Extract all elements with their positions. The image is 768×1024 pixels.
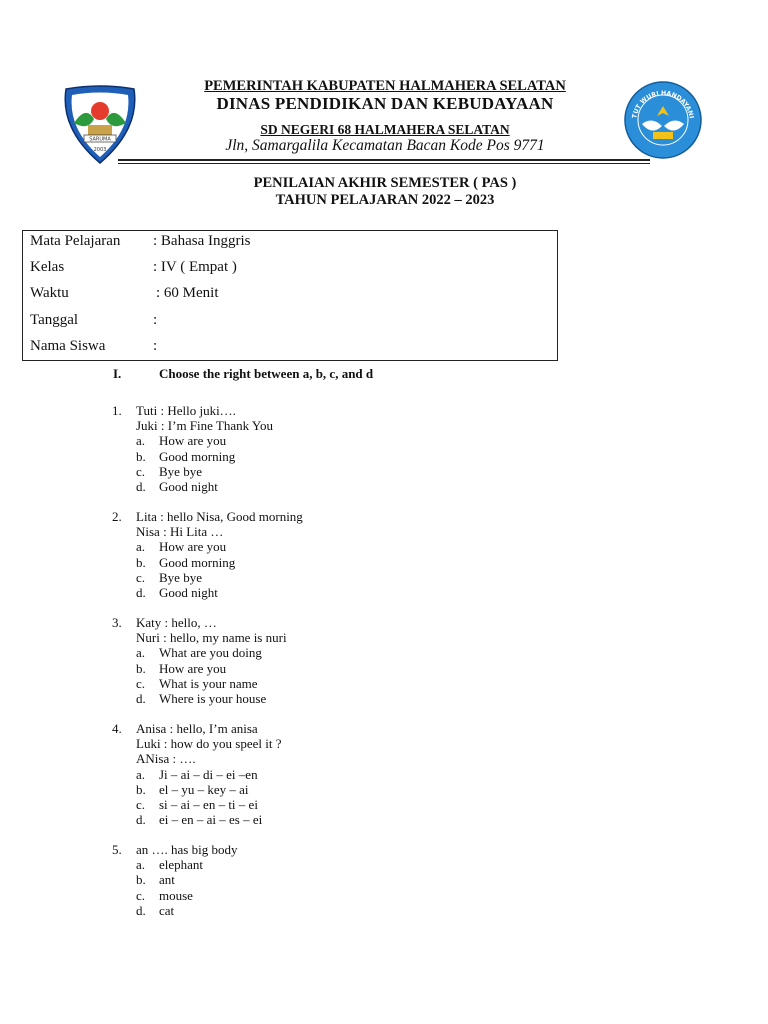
answer-option: d. cat [136,902,175,918]
question-2 [112,509,303,600]
question-3 [112,615,287,706]
answer-option: c. Bye bye [136,463,202,479]
info-label-subject: Mata Pelajaran [30,233,121,249]
section-title: Choose the right between a, b, c, and d [159,366,374,381]
question-1 [112,403,273,494]
question-number: 1. [112,403,122,418]
info-label-date: Tanggal [30,312,79,328]
answer-option: a. What are you doing [136,645,262,661]
question-line: Juki : I’m Fine Thank You [136,418,273,434]
header-divider-thick [118,159,650,161]
question-line: ANisa : …. [136,751,196,767]
question-number: 2. [112,509,122,524]
info-value-student-name: : [153,338,158,354]
info-label-class: Kelas [30,259,65,275]
question-4 [112,721,282,827]
answer-option: c. si – ai – en – ti – ei [136,797,258,813]
info-label-student-name: Nama Siswa [30,338,106,354]
answer-option: a. How are you [136,433,227,449]
answer-option: a. elephant [136,857,204,873]
answer-option: c. mouse [136,887,193,903]
answer-option: d. Good night [136,585,218,601]
logo-left-label: SARUMA [89,136,111,143]
info-label-time: Waktu [30,285,69,301]
answer-option: a. Ji – ai – di – ei –en [136,766,258,782]
question-line: Anisa : hello, I’m anisa [136,721,258,736]
question-line: Katy : hello, … [136,615,217,630]
government-name: PEMERINTAH KABUPATEN HALMAHERA SELATAN [204,78,566,94]
answer-option: b. el – yu – key – ai [136,781,249,797]
question-5 [112,842,237,918]
logo-right-motto: TUT WURI HANDAYANI [631,89,695,119]
info-value-class: : IV ( Empat ) [153,259,237,275]
question-line: Nuri : hello, my name is nuri [136,630,287,646]
answer-option: d. Good night [136,479,218,495]
header-divider-thin [118,163,650,164]
question-number: 5. [112,842,122,857]
question-line: Lita : hello Nisa, Good morning [136,509,303,524]
question-line: Luki : how do you speel it ? [136,736,282,752]
exam-title: PENILAIAN AKHIR SEMESTER ( PAS ) [253,175,517,191]
section-number: I. [113,366,122,381]
info-value-date: : [153,312,158,328]
student-info-box [22,230,558,361]
answer-option: d. Where is your house [136,691,267,707]
answer-option: b. Good morning [136,448,236,464]
question-line: Nisa : Hi Lita … [136,524,224,540]
school-name: SD NEGERI 68 HALMAHERA SELATAN [260,122,510,137]
question-line: Tuti : Hello juki…. [136,403,236,418]
question-number: 4. [112,721,122,736]
answer-option: a. How are you [136,539,227,555]
department-name: DINAS PENDIDIKAN DAN KEBUDAYAAN [216,94,554,113]
info-value-time: : 60 Menit [156,285,219,301]
answer-option: c. Bye bye [136,569,202,585]
school-address: Jln, Samargalila Kecamatan Bacan Kode Pos 9771 [225,137,545,154]
answer-option: b. How are you [136,660,227,676]
info-value-subject: : Bahasa Inggris [153,233,251,249]
answer-option: d. ei – en – ai – es – ei [136,812,263,828]
answer-option: b. Good morning [136,554,236,570]
answer-option: b. ant [136,872,175,888]
question-number: 3. [112,615,122,630]
logo-left-year: 2003 [93,147,107,153]
exam-year: TAHUN PELAJARAN 2022 – 2023 [275,192,495,208]
question-line: an …. has big body [136,842,238,857]
answer-option: c. What is your name [136,675,258,691]
